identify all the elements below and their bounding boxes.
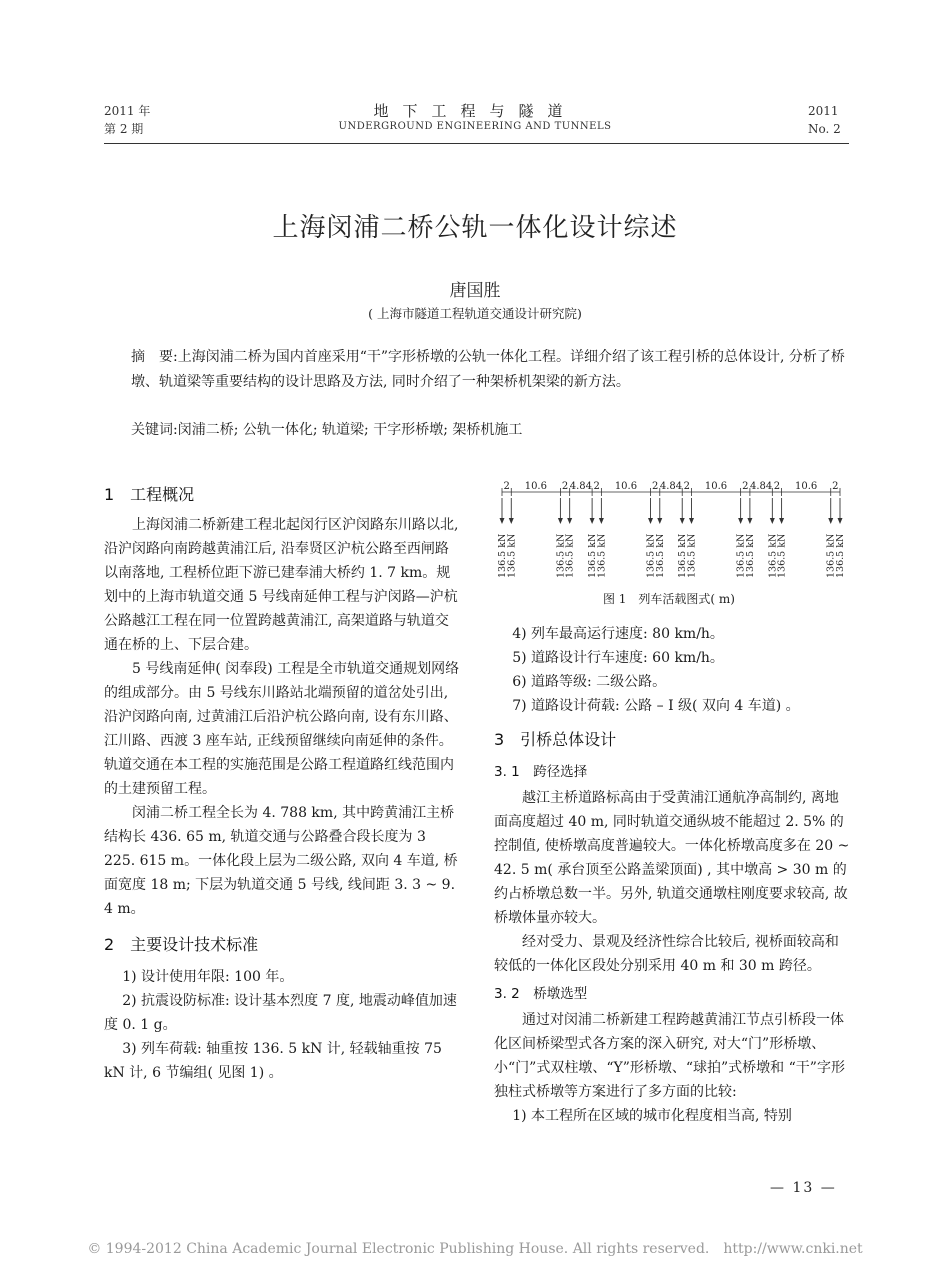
load-arrow-head	[689, 518, 694, 524]
dimension-label: 10.6	[524, 481, 547, 492]
header-left	[104, 102, 150, 138]
load-arrow-head	[838, 518, 843, 524]
load-arrow-head	[680, 518, 685, 524]
section-3-1-paragraph: 经对受力、景观及经济性综合比较后, 视桥面较高和较低的一体化区段处分别采用 40 m 和 30 m 跨径。	[494, 934, 839, 974]
load-label: 136.5 kN	[686, 533, 698, 578]
load-arrow-head	[567, 518, 572, 524]
affiliation: ( 上海市隧道工程轨道交通设计研究院)	[368, 306, 582, 321]
copyright-footer: © 1994-2012 China Academic Journal Electronic Publishing House. All rights reserved. http://www.cnki.net	[87, 1241, 863, 1257]
journal-title-en: UNDERGROUND ENGINEERING AND TUNNELS	[338, 121, 612, 132]
list-item: 1) 设计使用年限: 100 年。	[122, 969, 294, 985]
list-item: 6) 道路等级: 二级公路。	[512, 674, 667, 690]
figure-1-caption: 图 1 列车活载图式( m)	[602, 592, 735, 606]
header-rule	[104, 143, 849, 144]
dimension-label: 2	[832, 481, 839, 492]
dimension-label: 2	[593, 481, 600, 492]
load-label: 136.5 kN	[506, 533, 518, 578]
keywords-label: 关键词:	[131, 422, 178, 438]
keywords	[131, 419, 851, 439]
abstract-label: 摘 要:	[131, 349, 178, 365]
load-arrow-head	[500, 518, 505, 524]
header-center	[300, 100, 650, 132]
dimension-label: 4.84	[569, 481, 593, 492]
dimension-label: 10.6	[614, 481, 638, 492]
load-arrow-head	[770, 518, 775, 524]
load-arrow-head	[738, 518, 743, 524]
author: 唐国胜	[449, 281, 501, 301]
load-arrow-head	[558, 518, 563, 524]
load-arrow-head	[590, 518, 595, 524]
load-label: 136.5 kN	[825, 533, 837, 578]
dimension-label: 2	[742, 481, 749, 492]
section-1-paragraph: 5 号线南延伸( 闵奉段) 工程是全市轨道交通规划网络的组成部分。由 5 号线东川路站北端预留的道岔处引出, 沿沪闵路向南, 过黄浦江后沿沪杭公路向南, 设有东川路、江川路、西渡 3 座车站, 正线预留继续向南延伸的条件。轨道交通在本工程的实施范围是公路工程道路红线范围内的土建预留工程。	[104, 661, 460, 797]
load-label: 136.5 kN	[596, 533, 608, 578]
load-label: 136.5 kN	[835, 533, 846, 578]
list-item: 4) 列车最高运行速度: 80 km/h。	[512, 626, 724, 642]
section-1-paragraph: 闵浦二桥工程全长为 4. 788 km, 其中跨黄浦江主桥结构长 436. 65 m, 轨道交通与公路叠合段长度为 3 225. 615 m。一体化段上层为二级公路, 双向 4 车道, 桥面宽度 18 m; 下层为轨道交通 5 号线, 线间距 3. 3 ~ 9. 4 m。	[104, 805, 458, 917]
load-label: 136.5 kN	[555, 533, 567, 578]
header-right	[808, 102, 841, 138]
load-label: 136.5 kN	[677, 533, 689, 578]
left-column	[104, 483, 461, 1085]
right-column	[494, 622, 850, 1128]
load-label: 136.5 kN	[776, 533, 788, 578]
dimension-label: 2	[561, 481, 569, 492]
load-label: 136.5 kN	[564, 533, 576, 578]
list-item: 1) 本工程所在区域的城市化程度相当高, 特别	[512, 1108, 792, 1124]
paper-title: 上海闵浦二桥公轨一体化设计综述	[272, 213, 678, 243]
section-3-1-heading: 3. 1 跨径选择	[494, 764, 588, 780]
load-arrow-head	[648, 518, 653, 524]
list-item: 7) 道路设计荷载: 公路 – I 级( 双向 4 车道) 。	[512, 698, 800, 714]
dimension-label: 4.84	[659, 481, 683, 492]
dimension-label: 2	[651, 481, 659, 492]
load-arrow-head	[657, 518, 662, 524]
load-arrow-head	[509, 518, 514, 524]
dimension-label: 2	[503, 481, 510, 492]
abstract	[131, 345, 851, 395]
header-year: 2011 年	[104, 104, 151, 118]
load-label: 136.5 kN	[735, 533, 747, 578]
figure-1	[488, 480, 850, 585]
section-3-1-paragraph: 越江主桥道路标高由于受黄浦江通航净高制约, 离地面高度超过 40 m, 同时轨道交通纵坡不能超过 2. 5% 的控制值, 使桥墩高度普遍较大。一体化桥墩高度多在 20 ~ 42. 5 m( 承台顶至公路盖梁顶面) , 其中墩高 > 30 m 的约占桥墩总数一半。另外, 轨道交通墩柱刚度要求较高, 故桥墩体量亦较大。	[494, 790, 850, 926]
load-label: 136.5 kN	[654, 533, 666, 578]
train-load-diagram	[488, 480, 850, 585]
load-label: 136.5 kN	[497, 533, 508, 578]
header-issue: 第 2 期	[104, 122, 144, 136]
dimension-label: 10.6	[795, 481, 818, 492]
section-2-heading: 2 主要设计技术标准	[104, 935, 259, 954]
list-item: 2) 抗震设防标准: 设计基本烈度 7 度, 地震动峰值加速度 0. 1 g。	[104, 993, 457, 1033]
dimension-label: 2	[773, 481, 781, 492]
section-3-2-heading: 3. 2 桥墩选型	[494, 986, 588, 1002]
journal-title-cn: 地下工程与隧道	[373, 102, 577, 120]
load-arrow-head	[599, 518, 604, 524]
dimension-label: 4.84	[749, 481, 773, 492]
load-arrow-head	[828, 518, 833, 524]
load-label: 136.5 kN	[767, 533, 779, 578]
list-item: 3) 列车荷载: 轴重按 136. 5 kN 计, 轻载轴重按 75 kN 计, 6 节编组( 见图 1) 。	[104, 1041, 442, 1081]
page-number: — 13 —	[770, 1180, 837, 1196]
load-arrow-head	[747, 518, 752, 524]
section-1-paragraph: 上海闵浦二桥新建工程北起闵行区沪闵路东川路以北, 沿沪闵路向南跨越黄浦江后, 沿奉贤区沪杭公路至西闸路以南落地, 工程桥位距下游已建奉浦大桥约 1. 7 km。规划中的上海市轨道交通 5 号线南延伸工程与沪闵路—沪杭公路越江工程在同一位置跨越黄浦江, 高架道路与轨道交通在桥的上、下层合建。	[104, 517, 459, 653]
section-3-2-paragraph: 通过对闵浦二桥新建工程跨越黄浦江节点引桥段一体化区间桥梁型式各方案的深入研究, 对大“门”形桥墩、小“门”式双柱墩、“Y”形桥墩、“球拍”式桥墩和 “干”字形独柱式桥墩等方案进行了多方面的比较:	[494, 1012, 845, 1100]
keywords-text: 闵浦二桥; 公轨一体化; 轨道梁; 干字形桥墩; 架桥机施工	[177, 422, 523, 438]
abstract-text: 上海闵浦二桥为国内首座采用“干”字形桥墩的公轨一体化工程。详细介绍了该工程引桥的总体设计, 分析了桥墩、轨道梁等重要结构的设计思路及方法, 同时介绍了一种架桥机架梁的新方法。	[131, 349, 845, 390]
load-label: 136.5 kN	[744, 533, 756, 578]
load-label: 136.5 kN	[587, 533, 599, 578]
section-3-heading: 3 引桥总体设计	[494, 730, 617, 749]
load-arrow-head	[779, 518, 784, 524]
dimension-label: 2	[683, 481, 691, 492]
load-label: 136.5 kN	[645, 533, 657, 578]
header-issue-en: No. 2	[808, 122, 841, 136]
header-year-en: 2011	[808, 104, 839, 118]
section-1-heading: 1 工程概况	[104, 485, 195, 504]
list-item: 5) 道路设计行车速度: 60 km/h。	[512, 650, 724, 666]
dimension-label: 10.6	[704, 481, 728, 492]
